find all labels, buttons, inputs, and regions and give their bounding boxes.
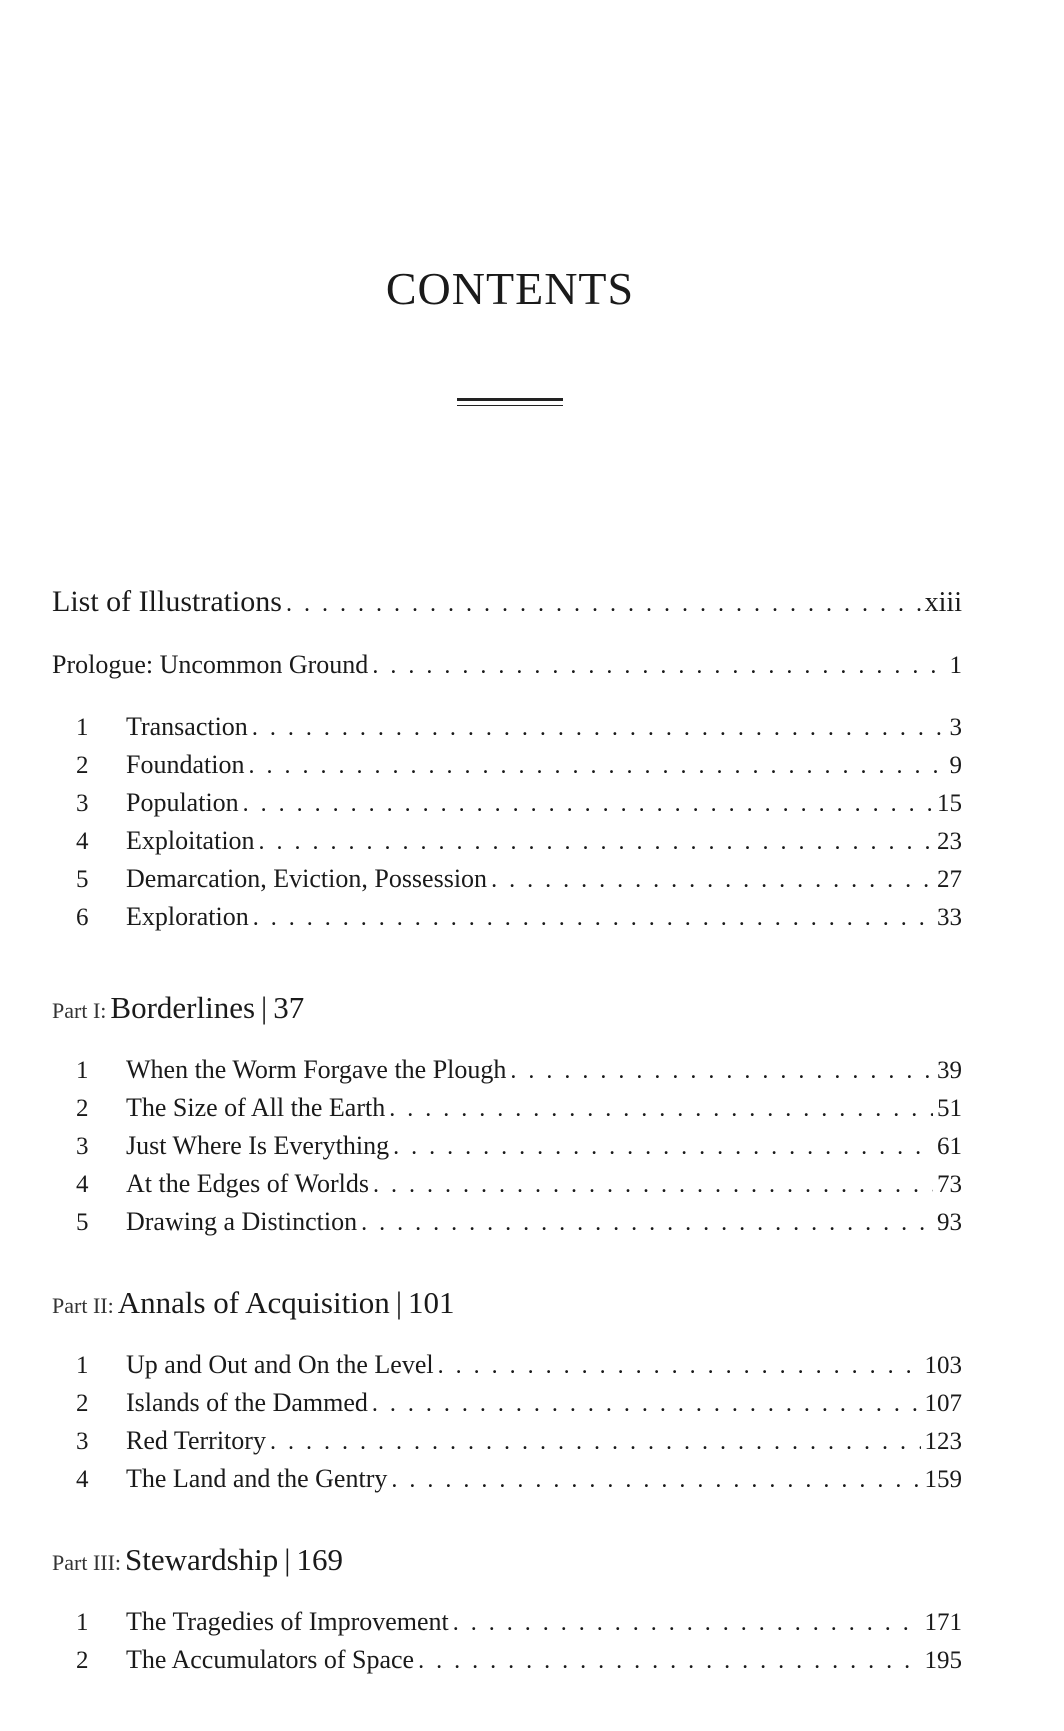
dot-leader <box>418 1648 920 1675</box>
dot-leader <box>248 753 945 780</box>
chapter-title: The Land and the Gentry <box>126 1464 388 1493</box>
chapter-number: 3 <box>76 1133 89 1160</box>
chapter-title: Drawing a Distinction <box>126 1207 358 1236</box>
chapter-page: 123 <box>924 1428 962 1455</box>
chapter-page: 159 <box>924 1466 962 1493</box>
chapter-title: At the Edges of Worlds <box>126 1169 369 1198</box>
part-page: 37 <box>273 990 305 1025</box>
chapter-title: Exploitation <box>126 826 255 855</box>
chapter-title: Up and Out and On the Level <box>126 1350 434 1379</box>
chapter-title: When the Worm Forgave the Plough <box>126 1055 507 1084</box>
dot-leader <box>510 1058 933 1085</box>
part-prefix: Part II: <box>52 1293 114 1318</box>
part-prefix: Part III: <box>52 1550 122 1575</box>
toc-entry-list-of-illustrations[interactable] <box>52 585 962 619</box>
chapter-title: The Accumulators of Space <box>126 1645 415 1674</box>
dot-leader <box>361 1210 933 1237</box>
dot-leader <box>373 1172 933 1199</box>
toc-chapter-entry[interactable] <box>52 1055 962 1085</box>
chapter-page: 195 <box>924 1647 962 1674</box>
part-heading-3[interactable] <box>52 1542 343 1578</box>
part-prefix: Part I: <box>52 998 107 1023</box>
chapter-page: 61 <box>937 1133 962 1160</box>
toc-chapter-entry[interactable] <box>52 1464 962 1494</box>
dot-leader <box>372 653 945 680</box>
chapter-page: 107 <box>924 1390 962 1417</box>
chapter-number: 2 <box>76 1095 89 1122</box>
chapter-title: Islands of the Dammed <box>126 1388 368 1417</box>
toc-chapter-entry[interactable] <box>52 1607 962 1637</box>
part-separator: | <box>284 1542 291 1577</box>
chapter-title: Just Where Is Everything <box>126 1131 390 1160</box>
toc-chapter-entry[interactable] <box>52 902 962 932</box>
toc-chapter-entry[interactable] <box>52 1426 962 1456</box>
toc-entry-page: xiii <box>924 587 962 618</box>
chapter-page: 23 <box>937 828 962 855</box>
dot-leader <box>453 1610 921 1637</box>
toc-chapter-entry[interactable] <box>52 1169 962 1199</box>
chapter-page: 93 <box>937 1209 962 1236</box>
chapter-page: 103 <box>924 1352 962 1379</box>
chapter-page: 3 <box>949 714 962 741</box>
chapter-number: 4 <box>76 1466 89 1493</box>
title-rule-divider <box>457 398 563 406</box>
dot-leader <box>270 1429 921 1456</box>
part-title: Borderlines <box>110 990 256 1025</box>
toc-chapter-entry[interactable] <box>52 1131 962 1161</box>
chapter-title: Transaction <box>126 712 248 741</box>
toc-chapter-entry[interactable] <box>52 1388 962 1418</box>
dot-leader <box>391 1467 920 1494</box>
chapter-number: 4 <box>76 1171 89 1198</box>
part-title: Annals of Acquisition <box>117 1285 390 1320</box>
toc-chapter-entry[interactable] <box>52 864 962 894</box>
chapter-title: The Size of All the Earth <box>126 1093 386 1122</box>
chapter-number: 3 <box>76 1428 89 1455</box>
toc-entry-prologue[interactable] <box>52 650 962 680</box>
chapter-page: 33 <box>937 904 962 931</box>
chapter-number: 1 <box>76 1352 89 1379</box>
part-title: Stewardship <box>125 1542 279 1577</box>
part-page: 169 <box>296 1542 344 1577</box>
chapter-number: 5 <box>76 1209 89 1236</box>
part-separator: | <box>395 1285 403 1320</box>
chapter-number: 4 <box>76 828 89 855</box>
dot-leader <box>243 791 933 818</box>
part-heading-1[interactable] <box>52 990 304 1026</box>
dot-leader <box>389 1096 933 1123</box>
part-heading-2[interactable] <box>52 1285 455 1321</box>
chapter-page: 51 <box>937 1095 962 1122</box>
page-title: CONTENTS <box>385 263 635 314</box>
toc-entry-label: Prologue: Uncommon Ground <box>52 650 369 679</box>
chapter-page: 39 <box>937 1057 962 1084</box>
toc-chapter-entry[interactable] <box>52 750 962 780</box>
chapter-number: 6 <box>76 904 89 931</box>
part-page: 101 <box>408 1285 455 1320</box>
chapter-page: 15 <box>937 790 962 817</box>
chapter-number: 1 <box>76 1609 89 1636</box>
dot-leader <box>259 829 933 856</box>
chapter-title: Population <box>126 788 239 817</box>
toc-chapter-entry[interactable] <box>52 1645 962 1675</box>
toc-chapter-entry[interactable] <box>52 1093 962 1123</box>
part-separator: | <box>261 990 268 1025</box>
dot-leader <box>438 1353 921 1380</box>
chapter-title: Exploration <box>126 902 249 931</box>
dot-leader <box>253 905 933 932</box>
chapter-page: 171 <box>924 1609 962 1636</box>
toc-chapter-entry[interactable] <box>52 826 962 856</box>
chapter-number: 2 <box>76 1390 89 1417</box>
dot-leader <box>491 867 933 894</box>
chapter-number: 5 <box>76 866 89 893</box>
chapter-page: 73 <box>937 1171 962 1198</box>
toc-chapter-entry[interactable] <box>52 1207 962 1237</box>
toc-chapter-entry[interactable] <box>52 1350 962 1380</box>
dot-leader <box>393 1134 933 1161</box>
chapter-page: 9 <box>949 752 962 779</box>
toc-entry-page: 1 <box>949 652 962 679</box>
dot-leader <box>372 1391 921 1418</box>
dot-leader <box>252 715 946 742</box>
chapter-title: Red Territory <box>126 1426 266 1455</box>
chapter-page: 27 <box>937 866 962 893</box>
toc-chapter-entry[interactable] <box>52 712 962 742</box>
chapter-title: Foundation <box>126 750 245 779</box>
chapter-number: 2 <box>76 1647 89 1674</box>
chapter-title: The Tragedies of Improvement <box>126 1607 449 1636</box>
chapter-title: Demarcation, Eviction, Possession <box>126 864 488 893</box>
chapter-number: 3 <box>76 790 89 817</box>
toc-chapter-entry[interactable] <box>52 788 962 818</box>
chapter-number: 2 <box>76 752 89 779</box>
chapter-number: 1 <box>76 714 89 741</box>
dot-leader <box>286 591 921 618</box>
chapter-number: 1 <box>76 1057 89 1084</box>
toc-entry-label: List of Illustrations <box>52 585 282 618</box>
